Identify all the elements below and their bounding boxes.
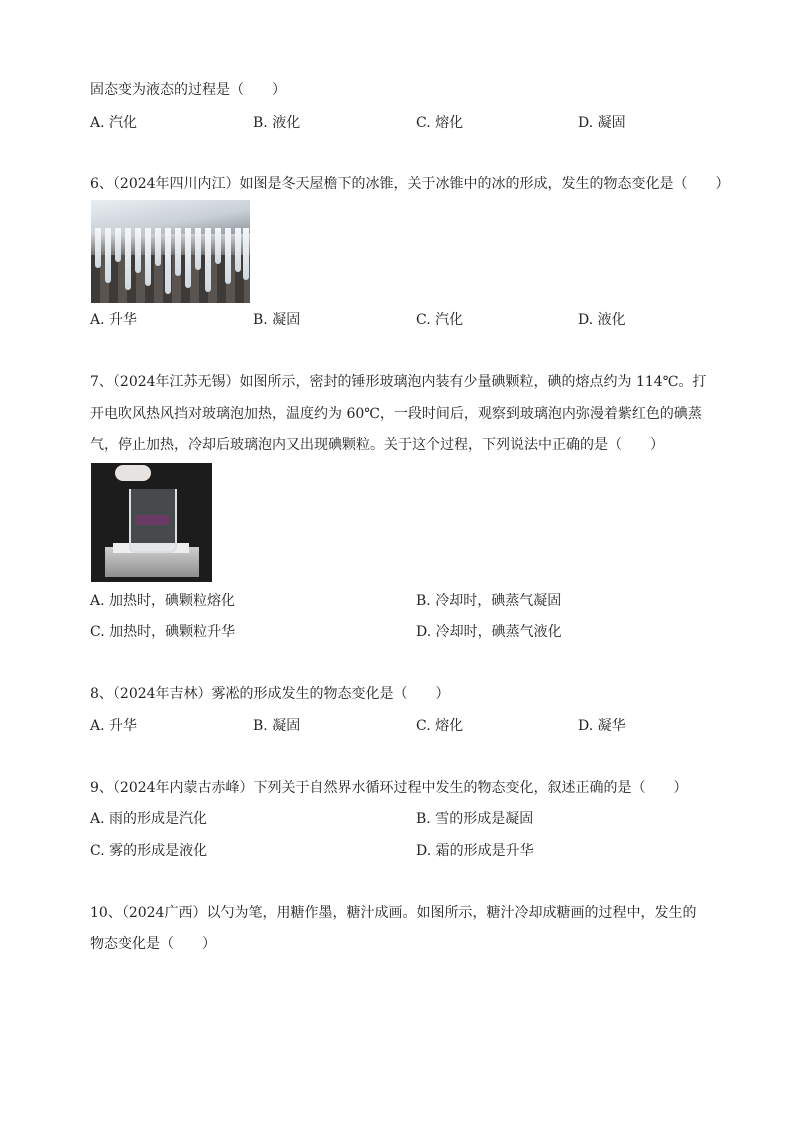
q8-option-d: D. 凝华 (578, 718, 626, 734)
q9-option-d: D. 霜的形成是升华 (416, 843, 534, 859)
q8-option-b: B. 凝固 (253, 718, 301, 734)
iodine-bulb-photo (91, 463, 212, 582)
q7-option-a: A. 加热时，碘颗粒熔化 (90, 593, 236, 609)
q5-option-c: C. 熔化 (416, 115, 464, 131)
q6-option-c: C. 汽化 (416, 312, 464, 328)
q10-stem-line2: 物态变化是（ ） (90, 936, 216, 952)
q7-option-d: D. 冷却时，碘蒸气液化 (416, 624, 562, 640)
q7-stem-line3: 气，停止加热，冷却后玻璃泡内又出现碘颗粒。关于这个过程，下列说法中正确的是（ ） (90, 437, 664, 453)
q6-option-d: D. 液化 (578, 312, 626, 328)
q9-option-b: B. 雪的形成是凝固 (416, 811, 534, 827)
q7-option-b: B. 冷却时，碘蒸气凝固 (416, 593, 562, 609)
q5-stem: 固态变为液态的过程是（ ） (90, 82, 286, 98)
q5-option-d: D. 凝固 (578, 115, 626, 131)
icicles-photo (91, 200, 250, 303)
q7-stem-line1: 7、（2024年江苏无锡）如图所示，密封的锤形玻璃泡内装有少量碘颗粒，碘的熔点约为 114℃。打 (90, 374, 707, 390)
q7-option-c: C. 加热时，碘颗粒升华 (90, 624, 236, 640)
q8-stem: 8、（2024年吉林）雾凇的形成发生的物态变化是（ ） (90, 686, 450, 702)
q6-option-b: B. 凝固 (253, 312, 301, 328)
q8-option-a: A. 升华 (90, 718, 138, 734)
q9-stem: 9、（2024年内蒙古赤峰）下列关于自然界水循环过程中发生的物态变化，叙述正确的是（ ） (90, 780, 688, 796)
q5-option-b: B. 液化 (253, 115, 301, 131)
q5-option-a: A. 汽化 (90, 115, 138, 131)
q6-stem: 6、（2024年四川内江）如图是冬天屋檐下的冰锥，关于冰锥中的冰的形成，发生的物态变化是（ ） (90, 176, 730, 192)
q8-option-c: C. 熔化 (416, 718, 464, 734)
q10-stem-line1: 10、（2024广西）以勺为笔，用糖作墨，糖汁成画。如图所示，糖汁冷却成糖画的过程中，发生的 (90, 905, 697, 921)
q9-option-a: A. 雨的形成是汽化 (90, 811, 208, 827)
q7-stem-line2: 开电吹风热风挡对玻璃泡加热，温度约为 60℃，一段时间后，观察到玻璃泡内弥漫着紫红色的碘蒸 (90, 406, 702, 422)
q6-option-a: A. 升华 (90, 312, 138, 328)
q9-option-c: C. 雾的形成是液化 (90, 843, 208, 859)
